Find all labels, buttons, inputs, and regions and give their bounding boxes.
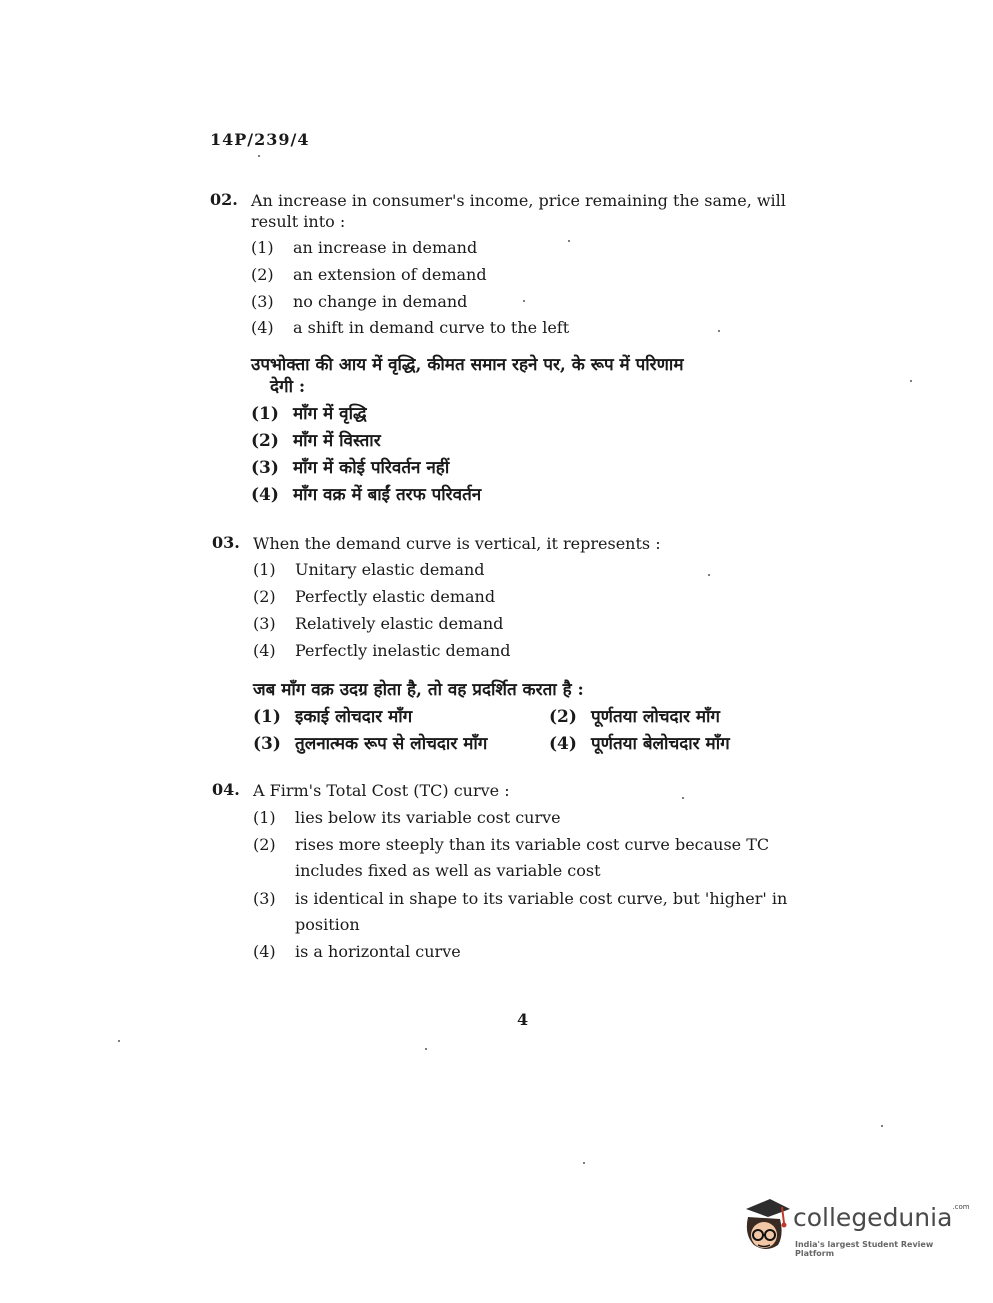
option-en (253, 641, 511, 660)
question-text-en-line1: An increase in consumer's income, price remaining the same, will (251, 191, 786, 210)
option-number: (4) (251, 318, 274, 337)
option-text: is a horizontal curve (295, 942, 461, 961)
scan-speck (718, 330, 720, 332)
question-number: 04. (212, 780, 240, 799)
option-text: माँग में वृद्धि (293, 404, 367, 424)
scan-speck (425, 1048, 427, 1050)
option-text-continued: includes fixed as well as variable cost (295, 861, 601, 880)
option-hi (251, 401, 367, 424)
scan-speck (523, 300, 525, 302)
option-text: माँग वक्र में बाईं तरफ परिवर्तन (293, 485, 482, 505)
option-hi (251, 482, 481, 505)
scan-speck (568, 240, 570, 242)
option-number: (2) (549, 707, 577, 727)
option-number: (4) (253, 942, 276, 961)
option-text: an extension of demand (293, 265, 487, 284)
option-en (251, 238, 477, 257)
option-number: (3) (253, 889, 276, 908)
option-text: तुलनात्मक रूप से लोचदार माँग (295, 734, 488, 754)
option-text: पूर्णतया लोचदार माँग (591, 707, 720, 727)
option-en (253, 942, 461, 961)
question-text-hi: जब माँग वक्र उदग्र होता है, तो वह प्रदर्शित करता है : (253, 680, 584, 700)
option-number: (2) (253, 587, 276, 606)
page-id: 14P/239/4 (210, 130, 310, 149)
option-hi (549, 731, 730, 754)
question-number: 02. (210, 190, 238, 209)
option-en (253, 808, 561, 827)
option-hi (251, 428, 381, 451)
scan-speck (708, 574, 710, 576)
option-hi (251, 455, 449, 478)
option-number: (4) (253, 641, 276, 660)
scan-speck (910, 380, 912, 382)
option-number: (1) (251, 404, 279, 424)
logo-brand (793, 1203, 970, 1232)
option-text: Perfectly inelastic demand (295, 641, 511, 660)
option-text: पूर्णतया बेलोचदार माँग (591, 734, 730, 754)
option-en (251, 292, 467, 311)
option-text: माँग में कोई परिवर्तन नहीं (293, 458, 450, 478)
option-text: no change in demand (293, 292, 468, 311)
option-text-continued: position (295, 915, 360, 934)
option-text: an increase in demand (293, 238, 478, 257)
collegedunia-logo (740, 1195, 970, 1265)
question-text-hi-line2: देगी : (270, 377, 306, 397)
mascot-icon (740, 1195, 792, 1255)
option-en (251, 265, 487, 284)
option-text: Unitary elastic demand (295, 560, 485, 579)
option-number: (2) (251, 265, 274, 284)
option-number: (3) (251, 292, 274, 311)
option-number: (1) (253, 560, 276, 579)
option-en (253, 889, 787, 908)
scan-speck (258, 155, 260, 157)
question-text-en: When the demand curve is vertical, it represents : (253, 534, 661, 553)
option-text: lies below its variable cost curve (295, 808, 561, 827)
option-text: Perfectly elastic demand (295, 587, 496, 606)
option-text: rises more steeply than its variable cost curve because TC (295, 835, 770, 854)
page-number: 4 (517, 1010, 529, 1029)
option-text: a shift in demand curve to the left (293, 318, 570, 337)
option-number: (3) (253, 614, 276, 633)
option-en (253, 835, 769, 854)
option-en (251, 318, 569, 337)
scan-speck (881, 1125, 883, 1127)
logo-tagline: India's largest Student Review Platform (795, 1240, 934, 1258)
option-number: (1) (253, 707, 281, 727)
option-number: (4) (549, 734, 577, 754)
option-number: (3) (253, 734, 281, 754)
option-number: (1) (251, 238, 274, 257)
scan-speck (583, 1162, 585, 1164)
option-hi (253, 731, 487, 754)
option-hi (253, 704, 412, 727)
option-text: माँग में विस्तार (293, 431, 381, 451)
option-en (253, 587, 495, 606)
option-text: is identical in shape to its variable cost curve, but 'higher' in (295, 889, 788, 908)
option-number: (2) (251, 431, 279, 451)
option-hi (549, 704, 720, 727)
scan-speck (682, 797, 684, 799)
question-number: 03. (212, 533, 240, 552)
option-en (253, 560, 485, 579)
option-text: Relatively elastic demand (295, 614, 504, 633)
question-text-hi-line1: उपभोक्ता की आय में वृद्धि, कीमत समान रहने पर, के रूप में परिणाम (251, 355, 684, 375)
scan-speck (118, 1040, 120, 1042)
question-text-en: A Firm's Total Cost (TC) curve : (253, 781, 510, 800)
option-text: इकाई लोचदार माँग (295, 707, 413, 727)
option-number: (4) (251, 485, 279, 505)
logo-brand-text: collegedunia (793, 1203, 953, 1232)
option-number: (1) (253, 808, 276, 827)
question-text-en-line2: result into : (251, 212, 346, 231)
option-number: (2) (253, 835, 276, 854)
option-en (253, 614, 503, 633)
option-number: (3) (251, 458, 279, 478)
logo-suffix: .com (952, 1203, 970, 1211)
